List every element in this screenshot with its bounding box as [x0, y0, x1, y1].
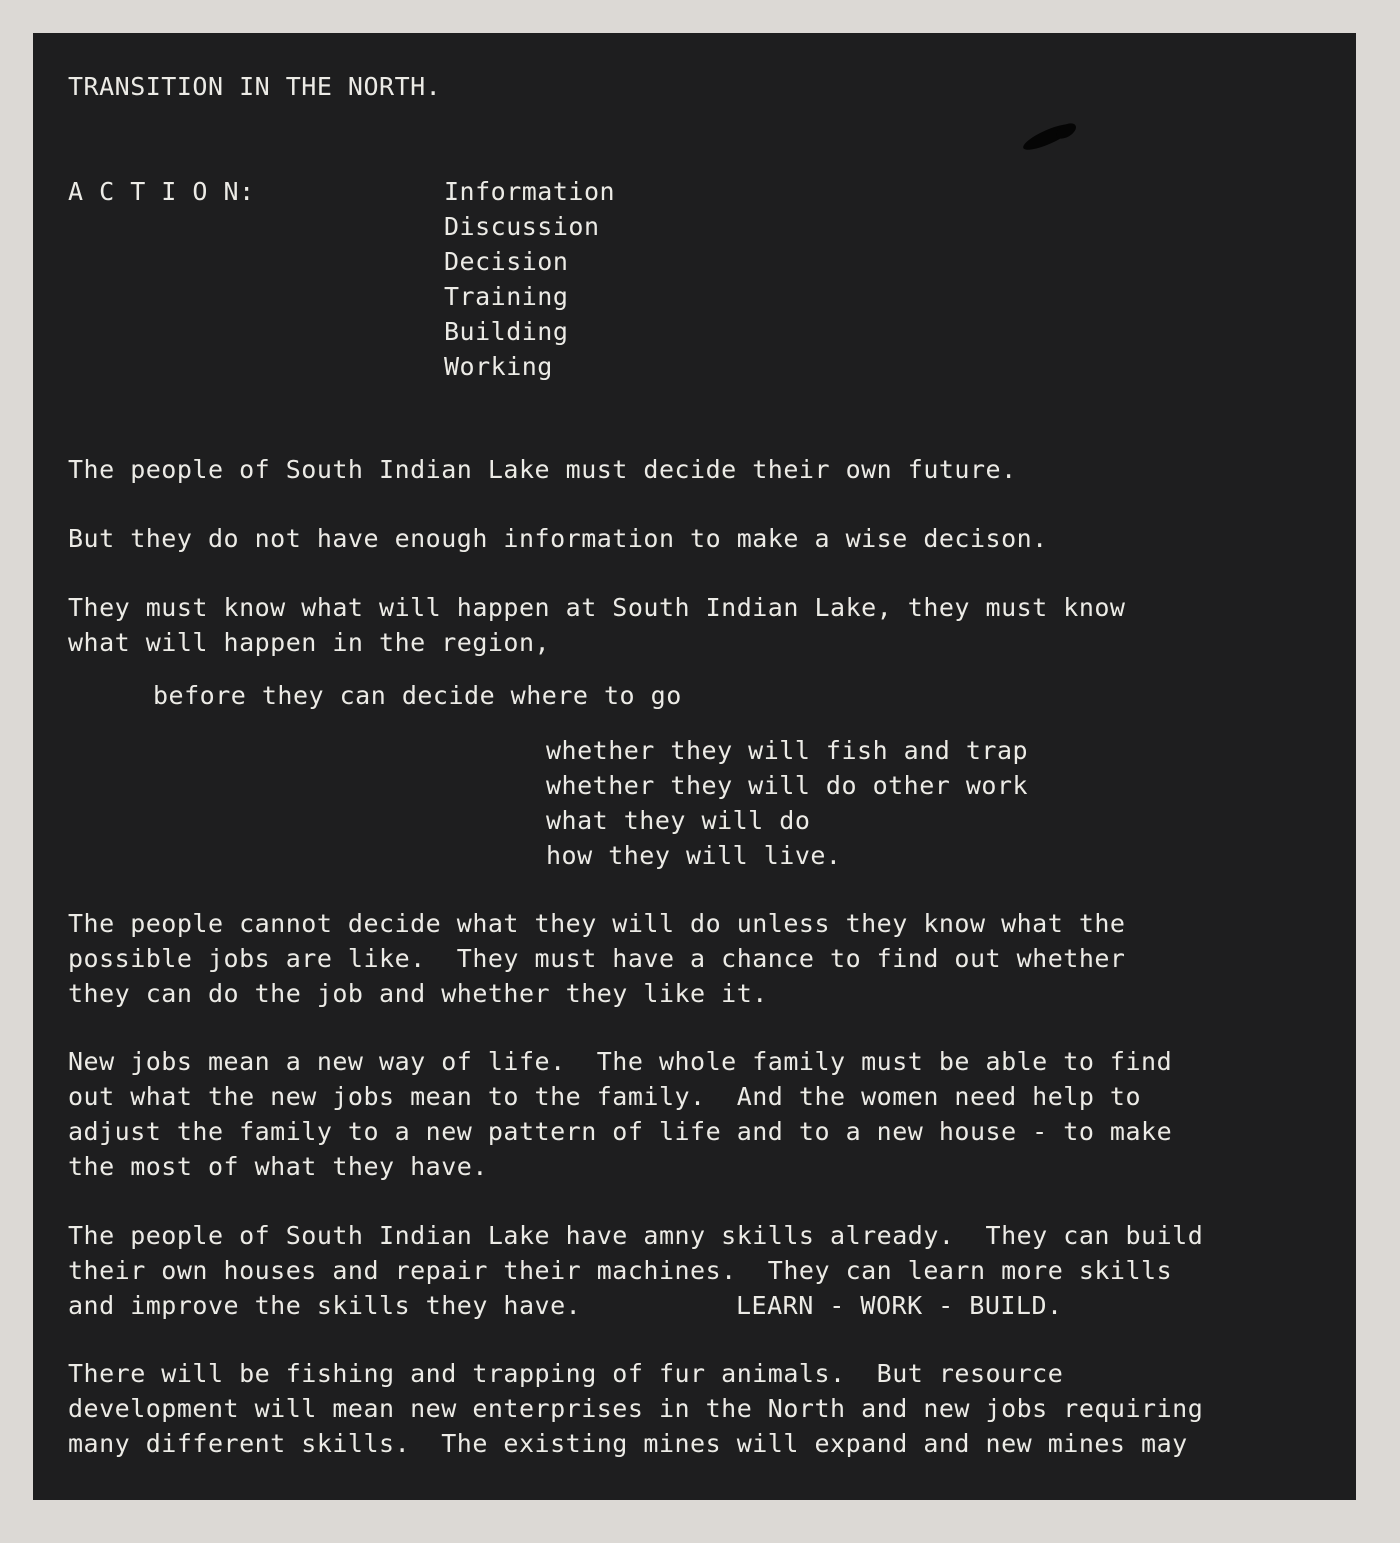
action-item: Discussion: [444, 212, 600, 241]
text-line: The people cannot decide what they will do unless they know what the: [68, 909, 1126, 938]
text-line: whether they will do other work: [546, 771, 1029, 800]
action-label: A C T I O N:: [68, 177, 255, 206]
text-line: The people of South Indian Lake have amny skills already. They can build: [68, 1221, 1204, 1250]
text-line: they can do the job and whether they like it.: [68, 979, 768, 1008]
text-line: There will be fishing and trapping of fur animals. But resource: [68, 1359, 1064, 1388]
text-line: their own houses and repair their machines. They can learn more skills: [68, 1256, 1173, 1285]
action-item: Building: [444, 317, 569, 346]
paragraph-possible-jobs: [68, 906, 1126, 1011]
text-line: what will happen in the region,: [68, 628, 551, 657]
action-item: Information: [444, 177, 616, 206]
action-item: Decision: [444, 247, 569, 276]
text-line: how they will live.: [546, 841, 842, 870]
paragraph-must-know: [68, 590, 1126, 660]
text-line: what they will do: [546, 806, 811, 835]
document-page: [33, 33, 1356, 1500]
text-line: out what the new jobs mean to the family. And the women need help to: [68, 1082, 1142, 1111]
text-line: possible jobs are like. They must have a chance to find out whether: [68, 944, 1126, 973]
text-line: many different skills. The existing mines will expand and new mines may: [68, 1429, 1188, 1458]
action-item: Training: [444, 282, 569, 311]
text-line: and improve the skills they have.: [68, 1291, 582, 1320]
paragraph-new-jobs: [68, 1044, 1172, 1184]
text-line: But they do not have enough information to make a wise decison.: [68, 524, 1048, 553]
text-line: whether they will fish and trap: [546, 736, 1029, 765]
text-line: The people of South Indian Lake must decide their own future.: [68, 455, 1017, 484]
paragraph-information: [68, 521, 1048, 556]
text-line: the most of what they have.: [68, 1152, 488, 1181]
paragraph-before-decide: [153, 678, 682, 713]
paragraph-future: [68, 452, 1017, 487]
text-line: adjust the family to a new pattern of life and to a new house - to make: [68, 1117, 1173, 1146]
slogan: LEARN - WORK - BUILD.: [736, 1291, 1063, 1320]
paragraph-whether-list: [546, 733, 1028, 873]
text-line: They must know what will happen at South Indian Lake, they must know: [68, 593, 1126, 622]
action-list: [444, 174, 615, 384]
action-item: Working: [444, 352, 553, 381]
paragraph-resource-development: [68, 1356, 1203, 1461]
text-line: development will mean new enterprises in the North and new jobs requiring: [68, 1394, 1204, 1423]
text-line: before they can decide where to go: [153, 681, 682, 710]
document-title: TRANSITION IN THE NORTH.: [68, 72, 442, 101]
text-line: New jobs mean a new way of life. The whole family must be able to find: [68, 1047, 1173, 1076]
